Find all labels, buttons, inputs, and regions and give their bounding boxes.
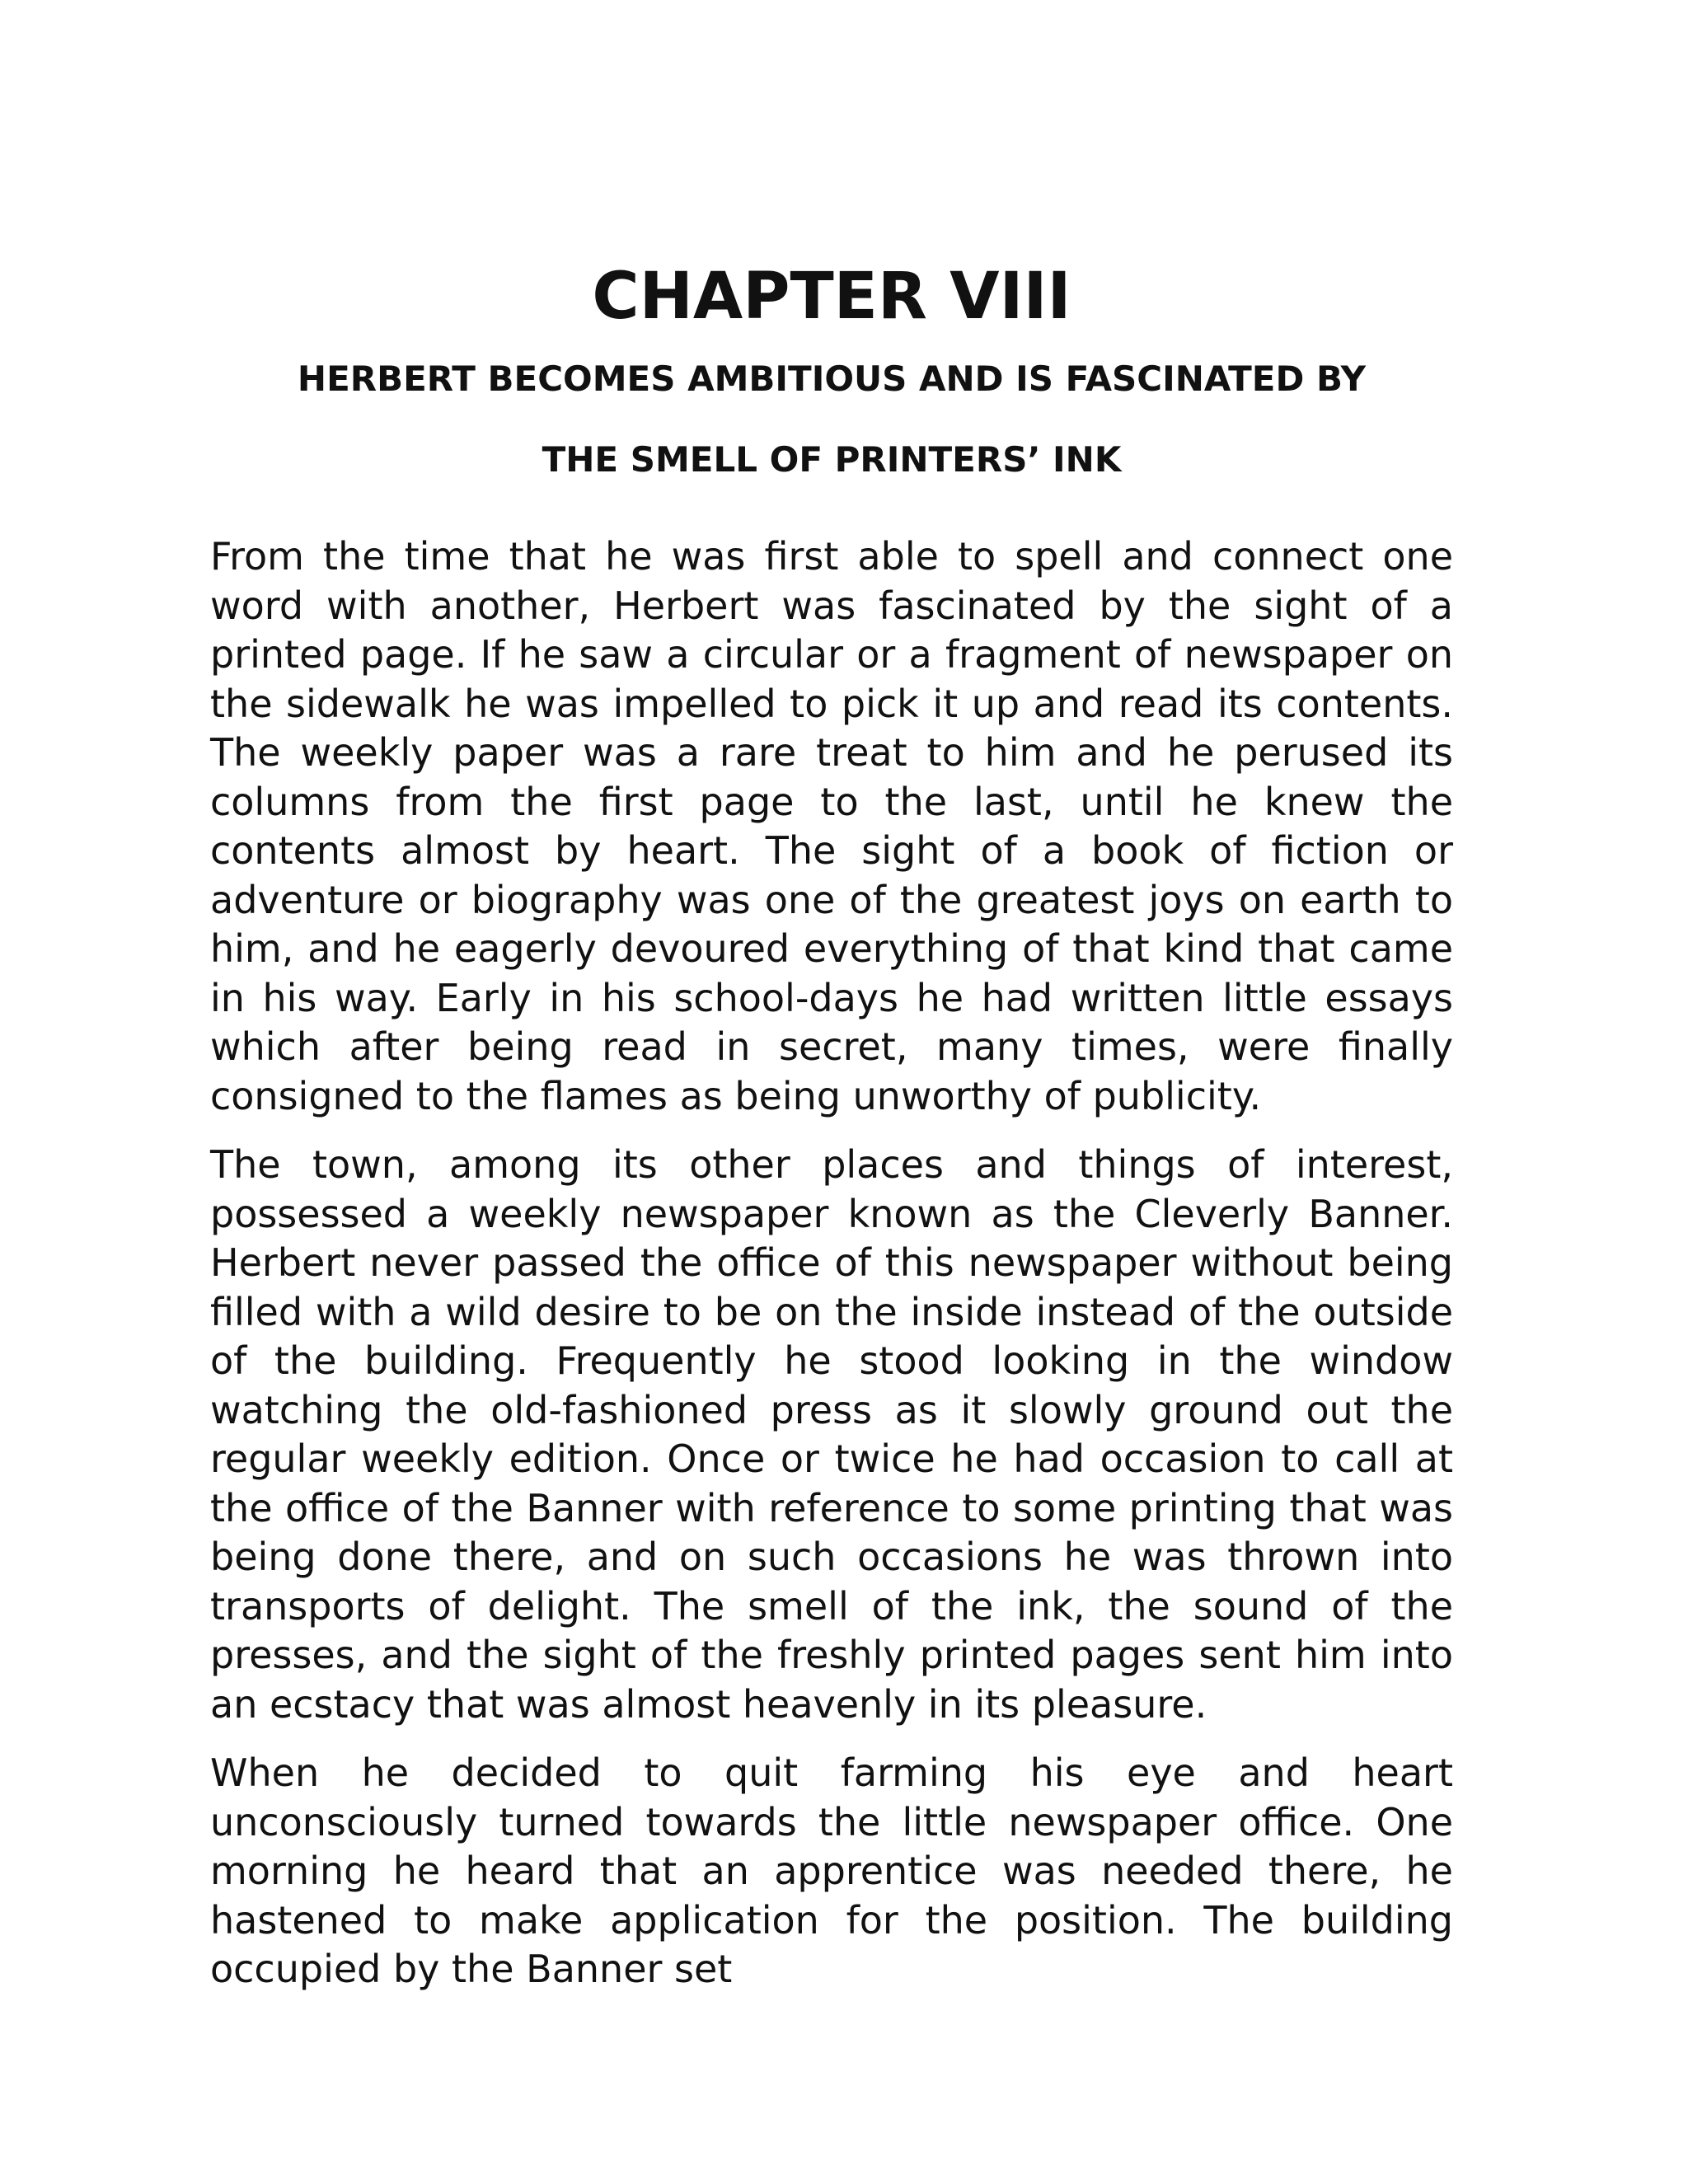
paragraph-2: The town, among its other places and things of interest, possessed a weekly newspaper known as the Cleverly Banner. Herbert never passed the office of this newspaper without being filled with a wild desire to be on the inside instead of the outside of the building. Frequently he stood looking in the window watching the old-fashioned press as it slowly ground out the regular weekly edition. Once or twice he had occasion to call at the office of the Banner with reference to some printing that was being done there, and on such occasions he was thrown into transports of delight. The smell of the ink, the sound of the presses, and the sight of the freshly printed pages sent him into an ecstacy that was almost heavenly in its pleasure. [210,1142,1453,1727]
book-page [210,255,1453,2014]
chapter-subtitle-line-2: THE SMELL OF PRINTERS’ INK [542,439,1122,480]
paragraph-1: From the time that he was first able to spell and connect one word with another, Herbert was fascinated by the sight of a printed page. If he saw a circular or a fragment of newspaper on the sidewalk he was impelled to pick it up and read its contents. The weekly paper was a rare treat to him and he perused its columns from the first page to the last, until he knew the contents almost by heart. The sight of a book of fiction or adventure or biography was one of the greatest joys on earth to him, and he eagerly devoured everything of that kind that came in his way. Early in his school-days he had written little essays which after being read in secret, many times, were finally consigned to the flames as being unworthy of publicity. [210,534,1453,1118]
paragraph-3: When he decided to quit farming his eye and heart unconsciously turned towards the little newspaper office. One morning he heard that an apprentice was needed there, he hastened to make application for the position. The building occupied by the Banner set [210,1750,1453,1991]
chapter-title: CHAPTER VIII [592,260,1071,334]
chapter-body [210,532,1453,1994]
chapter-subtitle-line-1: HERBERT BECOMES AMBITIOUS AND IS FASCINATED BY [297,359,1367,399]
